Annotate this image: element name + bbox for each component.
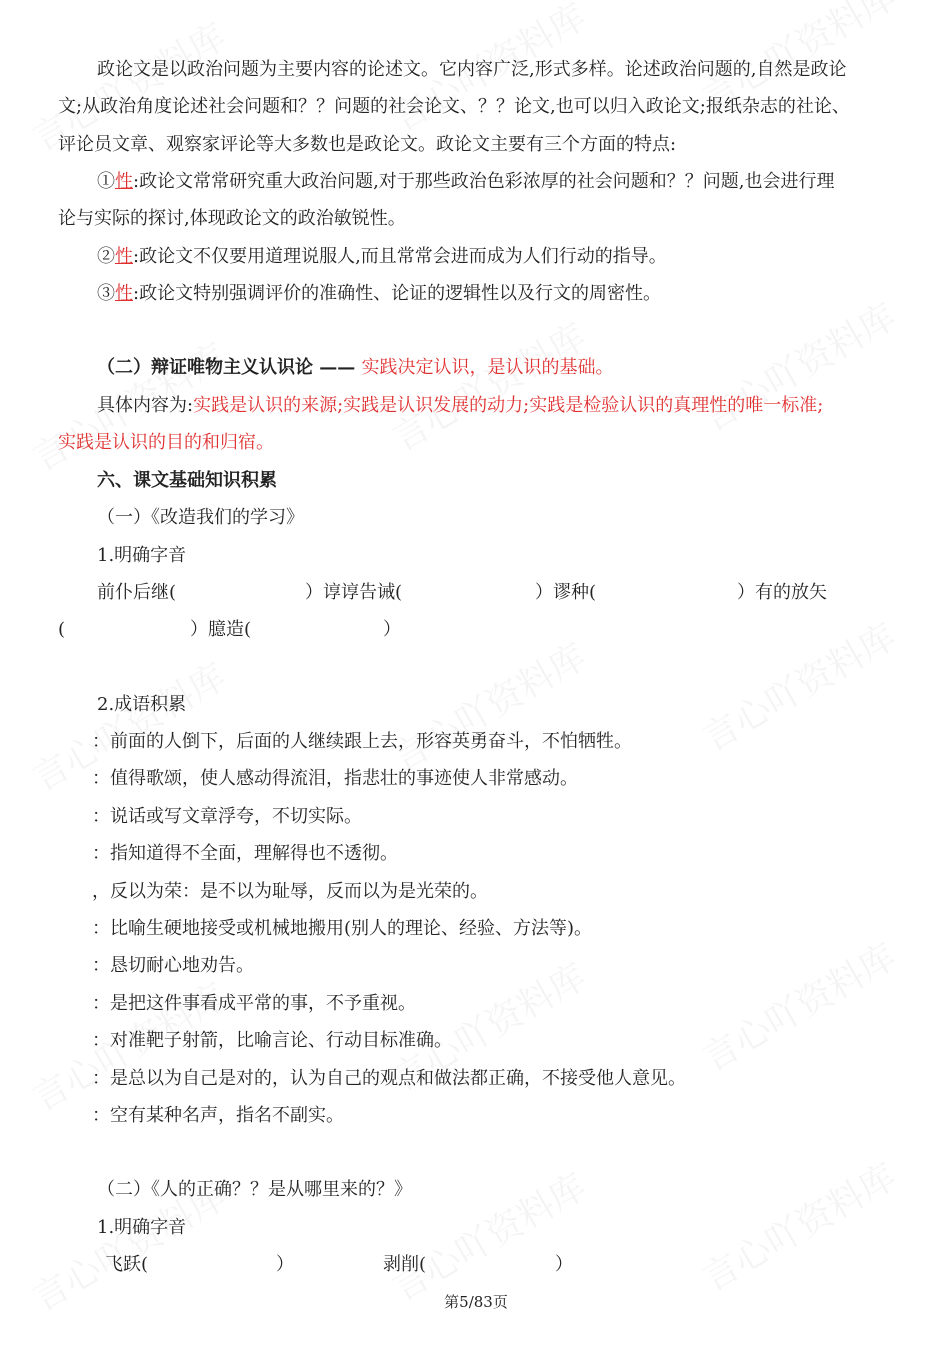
watermark	[692, 1149, 905, 1301]
keyword: 性	[115, 171, 133, 192]
pron-item: ）	[276, 1254, 294, 1275]
idiom-item: ：比喻生硬地接受或机械地搬用(别人的理论、经验、方法等)。	[92, 918, 593, 939]
text: :政论文特别强调评价的准确性、论证的逻辑性以及行文的周密性。	[133, 283, 662, 304]
pron-item: ）臆造(	[190, 619, 252, 640]
label: 具体内容为:	[97, 395, 194, 416]
idiom-item: ：恳切耐心地劝告。	[92, 955, 254, 977]
text: :政论文不仅要用道理说服人,而且常常会进而成为人们行动的指导。	[133, 246, 667, 267]
watermark	[692, 289, 905, 441]
watermark	[692, 609, 905, 761]
subheading: 2.成语积累	[97, 694, 187, 715]
pron-item: ）谬种(	[535, 582, 597, 603]
feature-1	[97, 170, 835, 194]
heading-text: （二）辩证唯物主义认识论 ——	[97, 357, 356, 378]
pron-item: 飞跃(	[105, 1254, 149, 1275]
pron-item: ）谆谆告诫(	[305, 582, 403, 603]
pron-item: ）有的放矢	[737, 582, 827, 603]
watermark	[382, 629, 595, 781]
idiom-item: ：是总以为自己是对的，认为自己的观点和做法都正确，不接受他人意见。	[92, 1067, 686, 1089]
idiom-item: ：值得歌颂，使人感动得流泪，指悲壮的事迹使人非常感动。	[92, 768, 578, 790]
subheading: （一）《改造我们的学习》	[97, 507, 304, 528]
watermark	[382, 1159, 595, 1311]
watermark	[382, 309, 595, 461]
keyword: 性	[115, 283, 133, 304]
idiom-item: ：是把这件事看成平常的事，不予重视。	[92, 992, 416, 1014]
page-number: 第5/83页	[444, 1293, 508, 1311]
idiom-item: ：指知道得不全面，理解得也不透彻。	[92, 843, 398, 865]
pron-item: (	[58, 619, 66, 640]
pron-item: 前仆后继(	[97, 582, 177, 603]
feature-2	[97, 245, 667, 269]
idiom-item: ：空有某种名声，指名不副实。	[92, 1105, 344, 1126]
num: ②	[97, 246, 115, 267]
num: ③	[97, 283, 115, 304]
idiom-item: ：对准靶子射箭，比喻言论、行动目标准确。	[92, 1030, 452, 1052]
section-heading: 六、课文基础知识积累	[97, 470, 277, 491]
text: :政论文常常研究重大政治问题,对于那些政治色彩浓厚的社会问题和？？问题,也会进行理	[133, 171, 835, 192]
content-line: 实践是认识的目的和归宿。	[58, 432, 274, 453]
subheading: 1.明确字音	[97, 1217, 187, 1238]
pron-item: ）	[383, 619, 401, 640]
watermark	[692, 929, 905, 1081]
keyword: 性	[115, 246, 133, 267]
heading-red: 实践决定认识，是认识的基础。	[361, 357, 614, 378]
pron-item: 剥削(	[383, 1254, 427, 1275]
feature-3	[97, 282, 661, 306]
num: ①	[97, 171, 115, 192]
idiom-item: ：说话或写文章浮夸，不切实际。	[92, 805, 362, 827]
section-heading	[97, 356, 614, 380]
idiom-item: ，反以为荣：是不以为耻辱，反而以为是光荣的。	[92, 880, 488, 902]
paragraph-line: 文;从政治角度论述社会问题和？？问题的社会论文、？？论文,也可以归入政论文;报纸杂志的社论、	[58, 96, 850, 117]
paragraph-line: 评论员文章、观察家评论等大多数也是政论文。政论文主要有三个方面的特点:	[58, 134, 677, 155]
content-line	[97, 394, 823, 418]
feature-1-cont: 论与实际的探讨,体现政论文的政治敏锐性。	[58, 208, 406, 229]
pron-item: ）	[555, 1254, 573, 1275]
idiom-item: ：前面的人倒下，后面的人继续跟上去，形容英勇奋斗，不怕牺牲。	[92, 731, 632, 752]
subheading: 1.明确字音	[97, 545, 187, 566]
red-text: 实践是认识的来源;实践是认识发展的动力;实践是检验认识的真理性的唯一标准;	[193, 395, 824, 416]
subheading: （二）《人的正确？？是从哪里来的？》	[97, 1179, 412, 1200]
paragraph-line: 政论文是以政治问题为主要内容的论述文。它内容广泛,形式多样。论述政治问题的,自然是政论	[97, 59, 847, 80]
